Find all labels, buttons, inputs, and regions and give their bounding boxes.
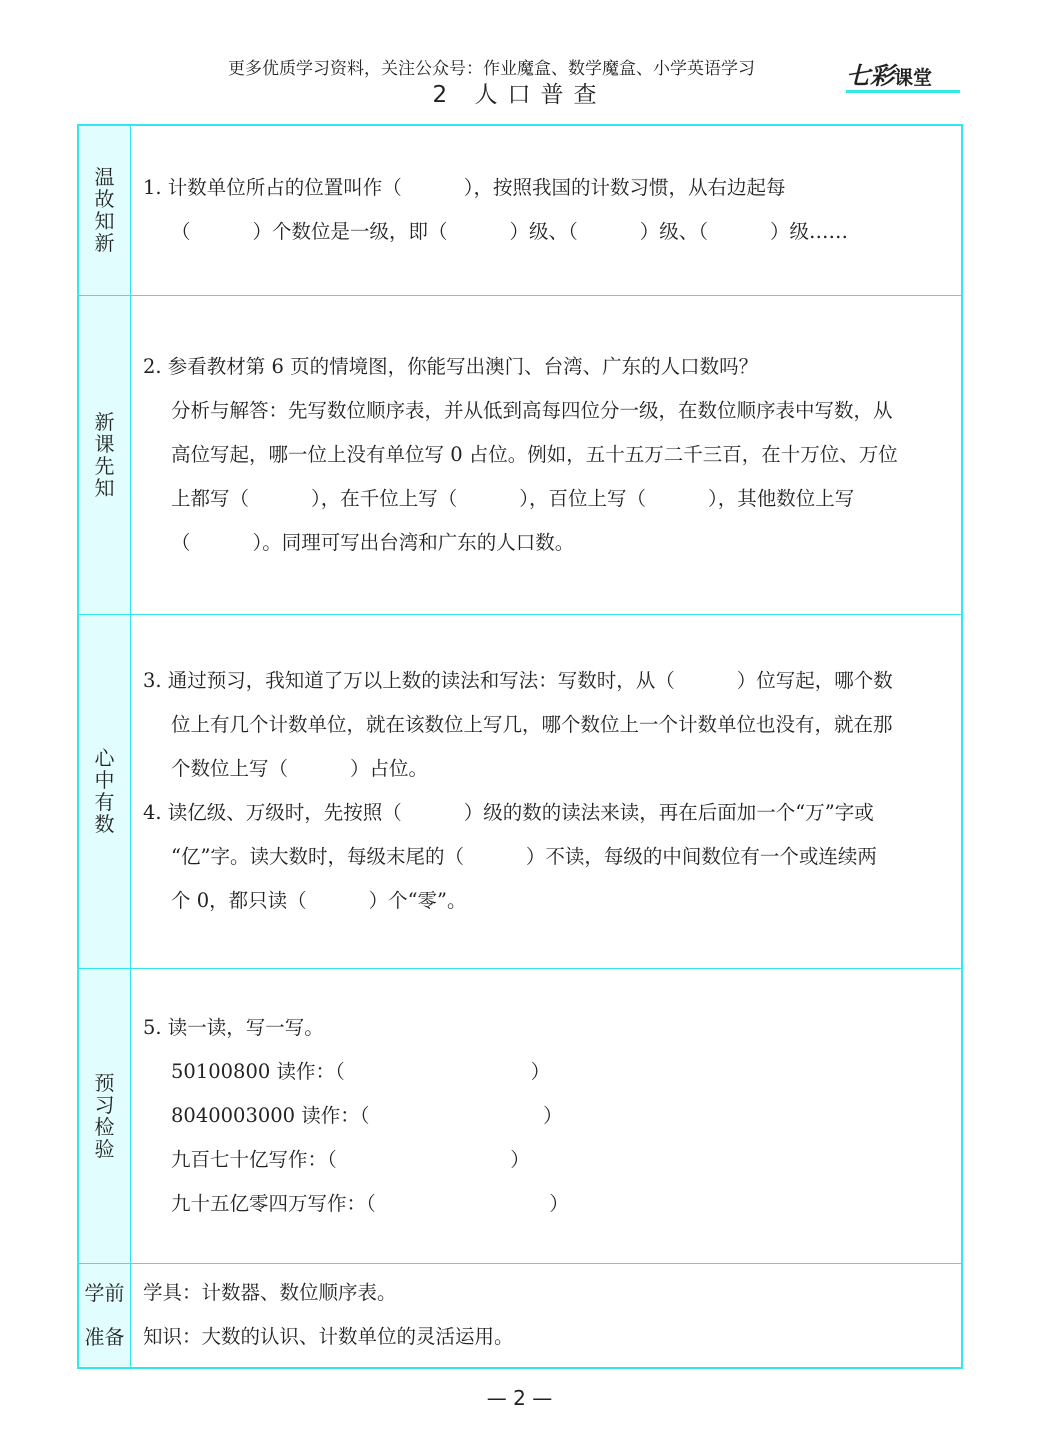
text-line: 上都写（ ），在千位上写（ ），百位上写（ ），其他数位上写 bbox=[171, 486, 855, 510]
text-line: 分析与解答：先写数位顺序表，并从低到高每四位分一级，在数位顺序表中写数，从 bbox=[171, 398, 893, 422]
worksheet-table bbox=[77, 124, 963, 1369]
text-line: 学具：计数器、数位顺序表。 bbox=[143, 1281, 397, 1305]
section-label: 温故知新 bbox=[78, 125, 131, 295]
text-line: 个 0，都只读（ ）个“零”。 bbox=[171, 889, 467, 912]
page-number: — 2 — bbox=[486, 1386, 553, 1410]
text-line: 5. 读一读，写一写。 bbox=[143, 1015, 324, 1039]
text-line: “亿”字。读大数时，每级末尾的（ ）不读，每级的中间数位有一个或连续两 bbox=[171, 845, 877, 868]
section-row bbox=[78, 295, 962, 614]
text-line: 2. 参看教材第 6 页的情境图，你能写出澳门、台湾、广东的人口数吗？ bbox=[143, 354, 759, 378]
text-line: （ ）个数位是一级，即（ ）级、（ ）级、（ ）级…… bbox=[171, 220, 848, 244]
text-line: 位上有几个计数单位，就在该数位上写几，哪个数位上一个计数单位也没有，就在那 bbox=[171, 713, 893, 736]
text-line: 九十五亿零四万写作：（ ） bbox=[171, 1191, 569, 1215]
section-row bbox=[78, 614, 962, 968]
text-line: 知识：大数的认识、计数单位的灵活运用。 bbox=[143, 1325, 514, 1349]
text-line: 高位写起，哪一位上没有单位写 0 占位。例如，五十五万二千三百，在十万位、万位 bbox=[171, 442, 898, 466]
text-line: 4. 读亿级、万级时，先按照（ ）级的数的读法来读，再在后面加一个“万”字或 bbox=[143, 801, 874, 824]
top-note: 更多优质学习资料，关注公众号：作业魔盒、数学魔盒、小学英语学习 bbox=[228, 59, 755, 79]
text-line: 个数位上写（ ）占位。 bbox=[171, 757, 428, 780]
page-title: 2 人口普查 bbox=[432, 82, 607, 108]
text-line: 3. 通过预习，我知道了万以上数的读法和写法：写数时，从（ ）位写起，哪个数 bbox=[143, 669, 893, 692]
logo: 七彩课堂 bbox=[846, 56, 960, 93]
prep-row bbox=[78, 1263, 962, 1368]
text-line: 九百七十亿写作：（ ） bbox=[171, 1147, 530, 1171]
prep-label: 学前 准备 bbox=[78, 1263, 131, 1368]
text-line: 50100800 读作：（ ） bbox=[171, 1059, 551, 1083]
section-label: 新课先知 bbox=[78, 295, 131, 614]
text-line: （ ）。同理可写出台湾和广东的人口数。 bbox=[171, 530, 575, 554]
text-line: 8040003000 读作：（ ） bbox=[171, 1103, 563, 1127]
section-label: 预习检验 bbox=[78, 968, 131, 1263]
text-line: 1. 计数单位所占的位置叫作（ ），按照我国的计数习惯，从右边起每 bbox=[143, 176, 786, 200]
section-label: 心中有数 bbox=[78, 614, 131, 968]
section-row bbox=[78, 968, 962, 1263]
section-row bbox=[78, 125, 962, 295]
